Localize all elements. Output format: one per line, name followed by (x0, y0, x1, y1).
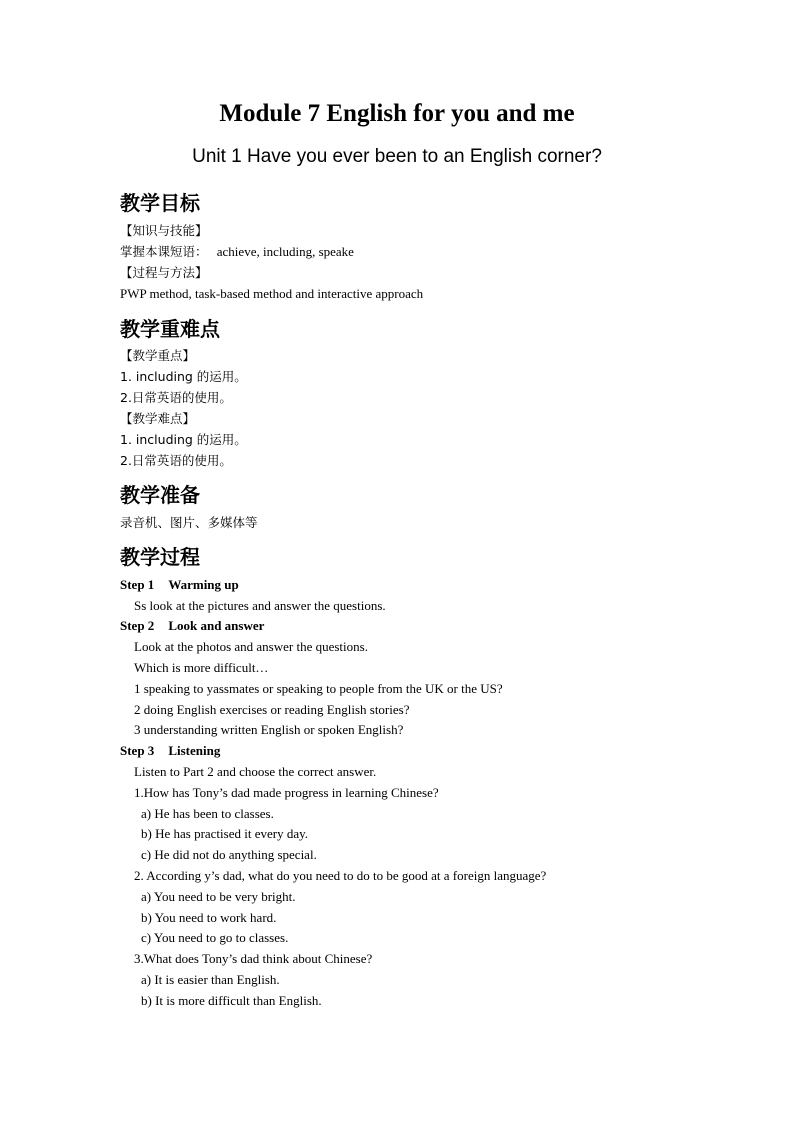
preparation-text: 录音机、图片、多媒体等 (120, 515, 258, 530)
question-2: 2. According y’s dad, what do you need to do to be good at a foreign language? (134, 868, 547, 883)
section-heading-key-points: 教学重难点 (120, 317, 220, 341)
step-number: Step 1 (120, 577, 155, 592)
question-1: 1.How has Tony’s dad made progress in learning Chinese? (134, 785, 439, 800)
step-2-line: 1 speaking to yassmates or speaking to people from the UK or the US? (134, 681, 503, 696)
step-1-line: Ss look at the pictures and answer the questions. (134, 598, 386, 613)
step-name: Warming up (168, 577, 239, 592)
focus-item: 2.日常英语的使用。 (120, 390, 232, 405)
step-1-title (120, 576, 239, 593)
question-2-option: c) You need to go to classes. (141, 930, 289, 945)
difficulty-label: 【教学难点】 (120, 411, 196, 426)
focus-label: 【教学重点】 (120, 348, 196, 363)
step-2-line: 3 understanding written English or spoken English? (134, 722, 404, 737)
step-2-line: Look at the photos and answer the questions. (134, 639, 368, 654)
step-2-line: Which is more difficult… (134, 660, 269, 675)
question-3-option: b) It is more difficult than English. (141, 993, 322, 1008)
step-2-line: 2 doing English exercises or reading English stories? (134, 702, 410, 717)
step-2-title (120, 617, 264, 634)
question-2-option: b) You need to work hard. (141, 910, 277, 925)
process-label: 【过程与方法】 (120, 265, 208, 280)
difficulty-item: 2.日常英语的使用。 (120, 453, 232, 468)
section-heading-objectives: 教学目标 (120, 191, 200, 215)
step-name: Listening (168, 743, 221, 758)
phrases-label: 掌握本课短语： (120, 244, 208, 259)
focus-item: 1. including 的运用。 (120, 369, 247, 384)
page-subtitle: Unit 1 Have you ever been to an English corner? (192, 146, 602, 167)
step-3-intro: Listen to Part 2 and choose the correct answer. (134, 764, 377, 779)
section-heading-process: 教学过程 (120, 545, 200, 569)
question-1-option: a) He has been to classes. (141, 806, 274, 821)
phrases-line (120, 243, 354, 260)
step-number: Step 3 (120, 743, 155, 758)
question-2-option: a) You need to be very bright. (141, 889, 296, 904)
section-heading-preparation: 教学准备 (120, 483, 200, 507)
question-1-option: c) He did not do anything special. (141, 847, 317, 862)
question-3-option: a) It is easier than English. (141, 972, 280, 987)
step-3-title (120, 742, 220, 759)
difficulty-item: 1. including 的运用。 (120, 432, 247, 447)
question-1-option: b) He has practised it every day. (141, 826, 309, 841)
page-title: Module 7 English for you and me (219, 100, 575, 127)
question-3: 3.What does Tony’s dad think about Chinese? (134, 951, 373, 966)
methods-text: PWP method, task-based method and interactive approach (120, 286, 424, 301)
step-name: Look and answer (168, 618, 265, 633)
phrases-text: achieve, including, speake (216, 244, 354, 259)
step-number: Step 2 (120, 618, 155, 633)
knowledge-label: 【知识与技能】 (120, 223, 208, 238)
